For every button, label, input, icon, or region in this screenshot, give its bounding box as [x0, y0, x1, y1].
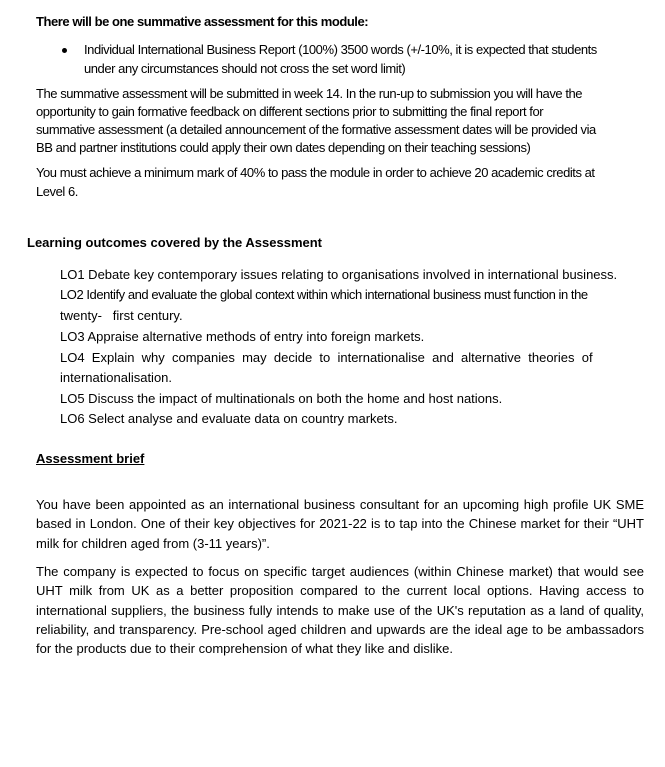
lo3-text: LO3 Appraise alternative methods of entry into foreign markets.	[60, 329, 425, 344]
brief-paragraph-2: The company is expected to focus on specific target audiences (within Chinese market) that would see UHT milk from UK as a better proposition compared to the current local options. Having access to international suppliers, the business fully intends to make use of the UK's reputation as a land of quality, reliability, and transparency. Pre-school aged children and upwards are the ideal age to be ambassadors for the products due to their comprehension of what they like and dislike.	[36, 564, 644, 657]
assessment-brief-heading: Assessment brief	[36, 451, 145, 466]
pass-requirement-line-2: Level 6.	[36, 184, 78, 199]
learning-outcomes-heading: Learning outcomes covered by the Assessment	[27, 235, 323, 250]
lo1-text: LO1 Debate key contemporary issues relating to organisations involved in international business.	[60, 267, 618, 282]
lo2-text-line1: LO2 Identify and evaluate the global context within which international business must function in the	[60, 287, 588, 302]
submission-line-3: summative assessment (a detailed announcement of the formative assessment dates will be provided via	[36, 122, 596, 137]
lo4-text-line1: LO4 Explain why companies may decide to internationalise and alternative theories of	[60, 350, 593, 365]
bullet-text-line1: Individual International Business Report (100%) 3500 words (+/-10%, it is expected that students	[84, 42, 597, 57]
lo4-text-line2: internationalisation.	[60, 370, 173, 385]
lo5-text: LO5 Discuss the impact of multinationals on both the home and host nations.	[60, 391, 503, 406]
summative-heading: There will be one summative assessment for this module:	[36, 14, 369, 29]
pass-requirement-line-1: You must achieve a minimum mark of 40% to pass the module in order to achieve 20 academic credits at	[36, 165, 595, 180]
bullet-text-line2: under any circumstances should not cross the set word limit)	[84, 61, 406, 76]
bullet-icon	[62, 48, 67, 53]
submission-line-2: opportunity to gain formative feedback on different sections prior to submitting the final report for	[36, 104, 544, 119]
brief-paragraph-1: You have been appointed as an international business consultant for an upcoming high profile UK SME based in London. One of their key objectives for 2021-22 is to tap into the Chinese market for their “UHT milk for children aged from (3-11 years)”.	[36, 497, 644, 551]
lo2-text-line2: twenty- first century.	[60, 308, 183, 323]
submission-line-4: BB and partner institutions could apply their own dates depending on their teaching sessions)	[36, 140, 531, 155]
submission-line-1: The summative assessment will be submitted in week 14. In the run-up to submission you will have the	[36, 86, 583, 101]
lo6-text: LO6 Select analyse and evaluate data on country markets.	[60, 411, 398, 426]
